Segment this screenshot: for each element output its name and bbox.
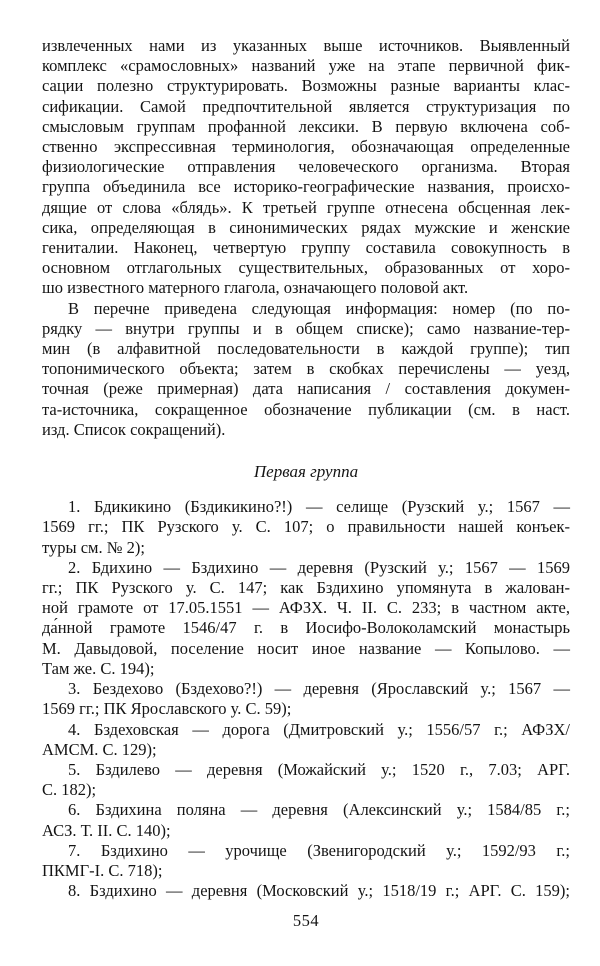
text-line: АСЗ. Т. II. С. 140); <box>42 820 171 840</box>
text-line: ной грамоте от 17.05.1551 — АФЗХ. Ч. II. С. 233; в частном акте, <box>42 598 570 618</box>
text-line: точная (реже примерная) дата написания / составления докумен- <box>42 379 570 399</box>
text-line: 7. Бздихино — урочище (Звенигородский у.; 1592/93 г.; <box>68 840 570 860</box>
text-line: топонимического объекта; затем в скобках перечислены — уезд, <box>42 359 570 379</box>
toponym-entry <box>42 497 570 558</box>
text-line: гениталии. Наконец, четвертую группу составила совокупность в <box>42 238 570 258</box>
text-line: извлеченных нами из указанных выше источников. Выявленный <box>42 36 570 55</box>
text-line: ПКМГ-I. С. 718); <box>42 860 163 880</box>
text-line: 6. Бздихина поляна — деревня (Алексинский у.; 1584/85 г.; <box>68 800 570 820</box>
page-paragraphs <box>42 36 570 440</box>
toponym-entry <box>42 881 570 901</box>
toponym-entry <box>42 760 570 800</box>
text-line: 1569 гг.; ПК Рузского у. С. 107; о правильности нашей конъек- <box>42 517 570 537</box>
toponym-entry <box>42 720 570 760</box>
text-line: основном отглагольных существительных, образованных от хоро- <box>42 258 570 278</box>
text-line: 4. Бздеховская — дорога (Дмитровский у.; 1556/57 г.; АФЗХ/ <box>68 719 570 739</box>
text-line: ственно экспрессивная терминология, обозначающая определенные <box>42 137 570 157</box>
text-line: АМСМ. С. 129); <box>42 739 157 759</box>
text-line: сификации. Самой предпочтительной является структуризация по <box>42 96 570 116</box>
text-line: смысловым группам профанной лексики. В первую включена соб- <box>42 116 570 136</box>
paragraph <box>42 299 570 440</box>
text-line: сика, определяющая в синонимических рядах мужские и женские <box>42 217 570 237</box>
text-line: 1569 гг.; ПК Ярославского у. С. 59); <box>42 699 292 719</box>
text-line: туры см. № 2); <box>42 537 145 557</box>
text-line: М. Давыдовой, поселение носит иное название — Копылово. — <box>42 638 570 658</box>
toponym-entry <box>42 841 570 881</box>
text-line: 8. Бздихино — деревня (Московский у.; 1518/19 г.; АРГ. С. 159); <box>68 881 570 901</box>
text-line: изд. Список сокращений). <box>42 419 226 439</box>
text-line: физиологические отправления человеческого организма. Вторая <box>42 157 570 177</box>
toponym-entry <box>42 679 570 719</box>
paragraph <box>42 36 570 299</box>
text-line: 3. Бездехово (Бздехово?!) — деревня (Ярославский у.; 1567 — <box>68 679 570 699</box>
text-line: да́нной грамоте 1546/47 г. в Иосифо-Волоколамский монастырь <box>42 618 570 638</box>
text-line: 2. Бдихино — Бздихино — деревня (Рузский у.; 1567 — 1569 <box>68 557 570 577</box>
text-line: сации полезно структурировать. Возможны разные варианты клас- <box>42 76 570 96</box>
text-line: та-источника, сокращенное обозначение публикации (см. в наст. <box>42 399 570 419</box>
text-line: комплекс «срамословных» названий уже на этапе первичной фик- <box>42 56 570 76</box>
toponym-list <box>42 497 570 901</box>
text-line: Там же. С. 194); <box>42 658 155 678</box>
toponym-entry <box>42 800 570 840</box>
text-line: 1. Бдикикино (Бздикикино?!) — селище (Рузский у.; 1567 — <box>68 497 570 517</box>
text-line: В перечне приведена следующая информация: номер (по по- <box>68 298 570 318</box>
text-line: мин (в алфавитной последовательности в каждой группе); тип <box>42 339 570 359</box>
section-heading: Первая группа <box>253 462 359 482</box>
text-line: рядку — внутри группы и в общем списке); само название-тер- <box>42 318 570 338</box>
page-number: 554 <box>292 911 320 931</box>
text-line: гг.; ПК Рузского у. С. 147; как Бздихино упомянута в жалован- <box>42 578 570 598</box>
text-line: 5. Бздилево — деревня (Можайский у.; 1520 г., 7.03; АРГ. <box>68 759 570 779</box>
text-line: шо известного матерного глагола, означающего половой акт. <box>42 278 469 298</box>
text-line: С. 182); <box>42 780 97 800</box>
toponym-entry <box>42 558 570 679</box>
text-line: дящие от слова «блядь». К третьей группе отнесена обсценная лек- <box>42 197 570 217</box>
text-line: группа объединила все историко-географические названия, происхо- <box>42 177 570 197</box>
